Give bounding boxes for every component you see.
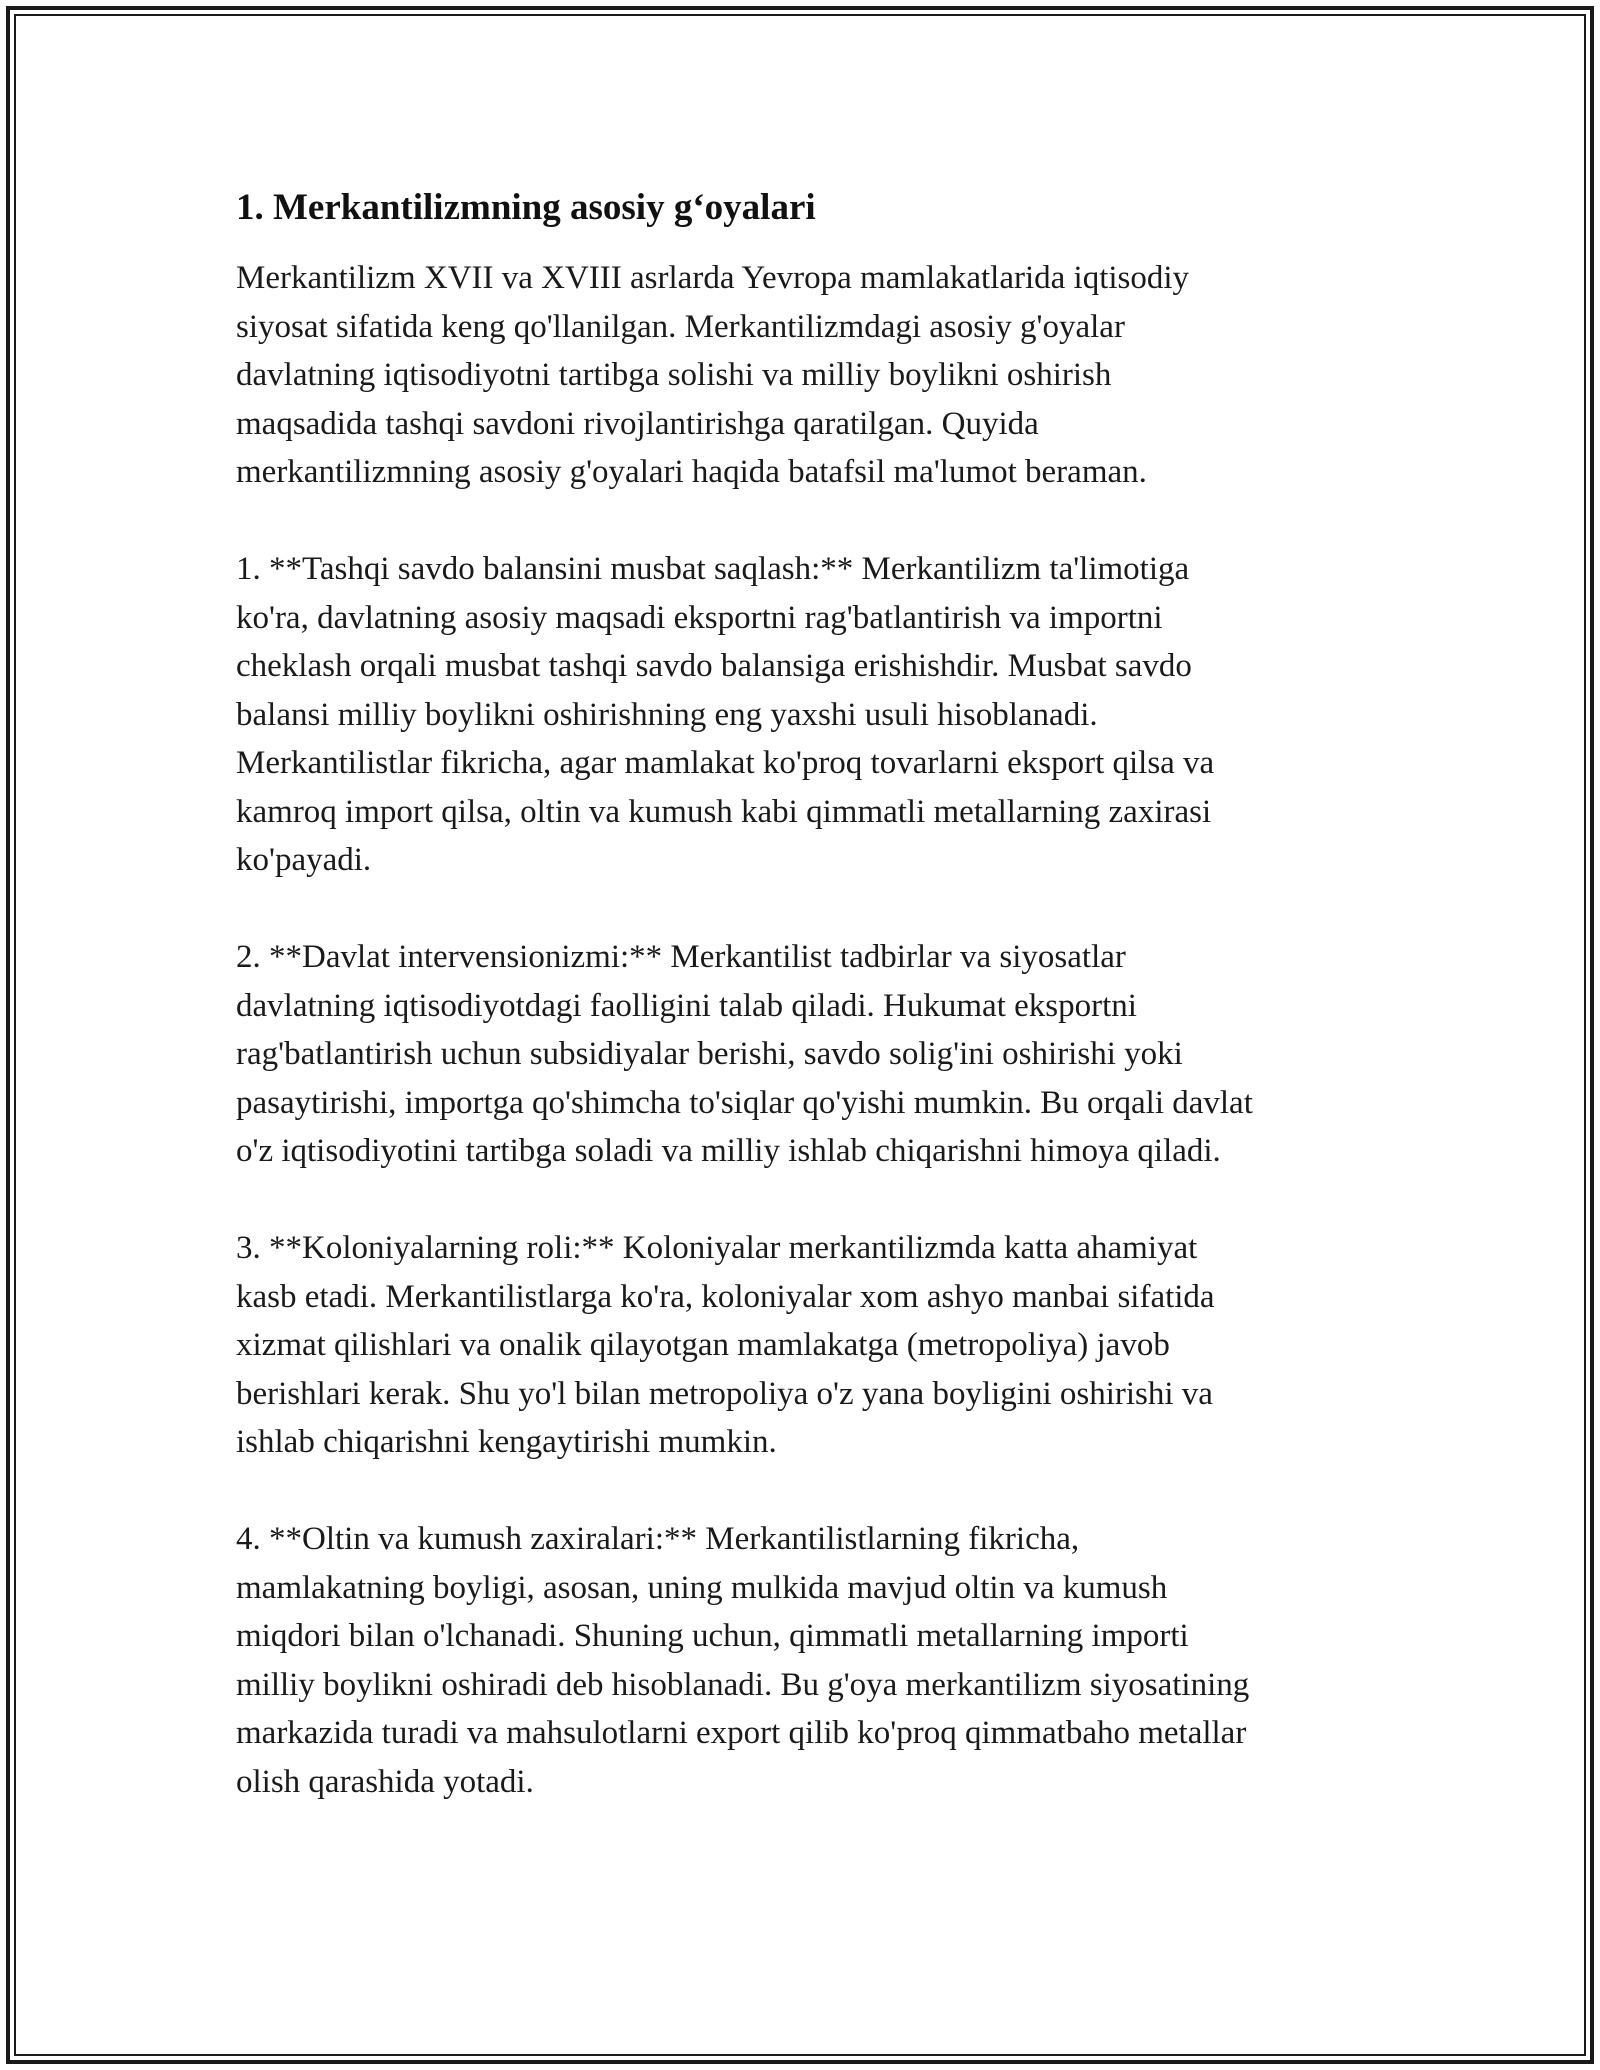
text-line: xizmat qilishlari va onalik qilayotgan mamlakatga (metropoliya) javob bbox=[236, 1327, 1170, 1363]
text-line: Merkantilizm XVII va XVIII asrlarda Yevropa mamlakatlarida iqtisodiy bbox=[236, 260, 1190, 296]
text-line: kasb etadi. Merkantilistlarga ko'ra, koloniyalar xom ashyo manbai sifatida bbox=[236, 1278, 1215, 1315]
list-item-state-interventionism bbox=[236, 933, 1376, 1176]
text-line: davlatning iqtisodiyotni tartibga solishi va milliy boylikni oshirish bbox=[236, 357, 1112, 393]
text-line: balansi milliy boylikni oshirishning eng yaxshi usuli hisoblanadi. bbox=[236, 696, 1098, 733]
text-line: pasaytirishi, importga qo'shimcha to'siqlar qo'yishi mumkin. Bu orqali davlat bbox=[236, 1084, 1253, 1121]
text-line: ko'ra, davlatning asosiy maqsadi eksportni rag'batlantirish va importni bbox=[236, 599, 1163, 636]
text-line: 1. **Tashqi savdo balansini musbat saqlash:** Merkantilizm ta'limotiga bbox=[236, 551, 1190, 587]
text-line: milliy boylikni oshiradi deb hisoblanadi. Bu g'oya merkantilizm siyosatining bbox=[236, 1666, 1250, 1703]
text-line: Merkantilistlar fikricha, agar mamlakat ko'proq tovarlarni eksport qilsa va bbox=[236, 745, 1215, 781]
text-line: berishlari kerak. Shu yo'l bilan metropoliya o'z yana boyligini oshirishi va bbox=[236, 1375, 1213, 1412]
text-line: maqsadida tashqi savdoni rivojlantirishga qaratilgan. Quyida bbox=[236, 405, 1039, 442]
text-line: kamroq import qilsa, oltin va kumush kabi qimmatli metallarning zaxirasi bbox=[236, 793, 1212, 830]
text-line: mamlakatning boyligi, asosan, uning mulkida mavjud oltin va kumush bbox=[236, 1569, 1168, 1606]
document-body bbox=[236, 184, 1376, 1855]
text-line: olish qarashida yotadi. bbox=[236, 1763, 534, 1800]
text-line: o'z iqtisodiyotini tartibga soladi va milliy ishlab chiqarishni himoya qiladi. bbox=[236, 1133, 1221, 1169]
text-line: miqdori bilan o'lchanadi. Shuning uchun, qimmatli metallarning importi bbox=[236, 1618, 1189, 1654]
text-line: siyosat sifatida keng qo'llanilgan. Merkantilizmdagi asosiy g'oyalar bbox=[236, 308, 1125, 345]
text-line: ishlab chiqarishni kengaytirishi mumkin. bbox=[236, 1424, 777, 1460]
text-line: 3. **Koloniyalarning roli:** Koloniyalar merkantilizmda katta ahamiyat bbox=[236, 1230, 1198, 1266]
text-line: 2. **Davlat intervensionizmi:** Merkantilist tadbirlar va siyosatlar bbox=[236, 939, 1126, 975]
intro-paragraph bbox=[236, 254, 1376, 497]
text-line: markazida turadi va mahsulotlarni export qilib ko'proq qimmatbaho metallar bbox=[236, 1715, 1247, 1751]
text-line: 4. **Oltin va kumush zaxiralari:** Merkantilistlarning fikricha, bbox=[236, 1521, 1080, 1557]
text-line: rag'batlantirish uchun subsidiyalar berishi, savdo solig'ini oshirishi yoki bbox=[236, 1036, 1183, 1072]
list-item-colonies bbox=[236, 1224, 1376, 1467]
list-item-gold-silver bbox=[236, 1515, 1376, 1806]
section-heading: 1. Merkantilizmning asosiy g‘oyalari bbox=[236, 187, 816, 228]
text-line: cheklash orqali musbat tashqi savdo balansiga erishishdir. Musbat savdo bbox=[236, 648, 1192, 684]
list-item-trade-balance bbox=[236, 545, 1376, 885]
text-line: merkantilizmning asosiy g'oyalari haqida batafsil ma'lumot beraman. bbox=[236, 454, 1147, 490]
text-line: ko'payadi. bbox=[236, 842, 372, 878]
text-line: davlatning iqtisodiyotdagi faolligini talab qiladi. Hukumat eksportni bbox=[236, 987, 1137, 1024]
